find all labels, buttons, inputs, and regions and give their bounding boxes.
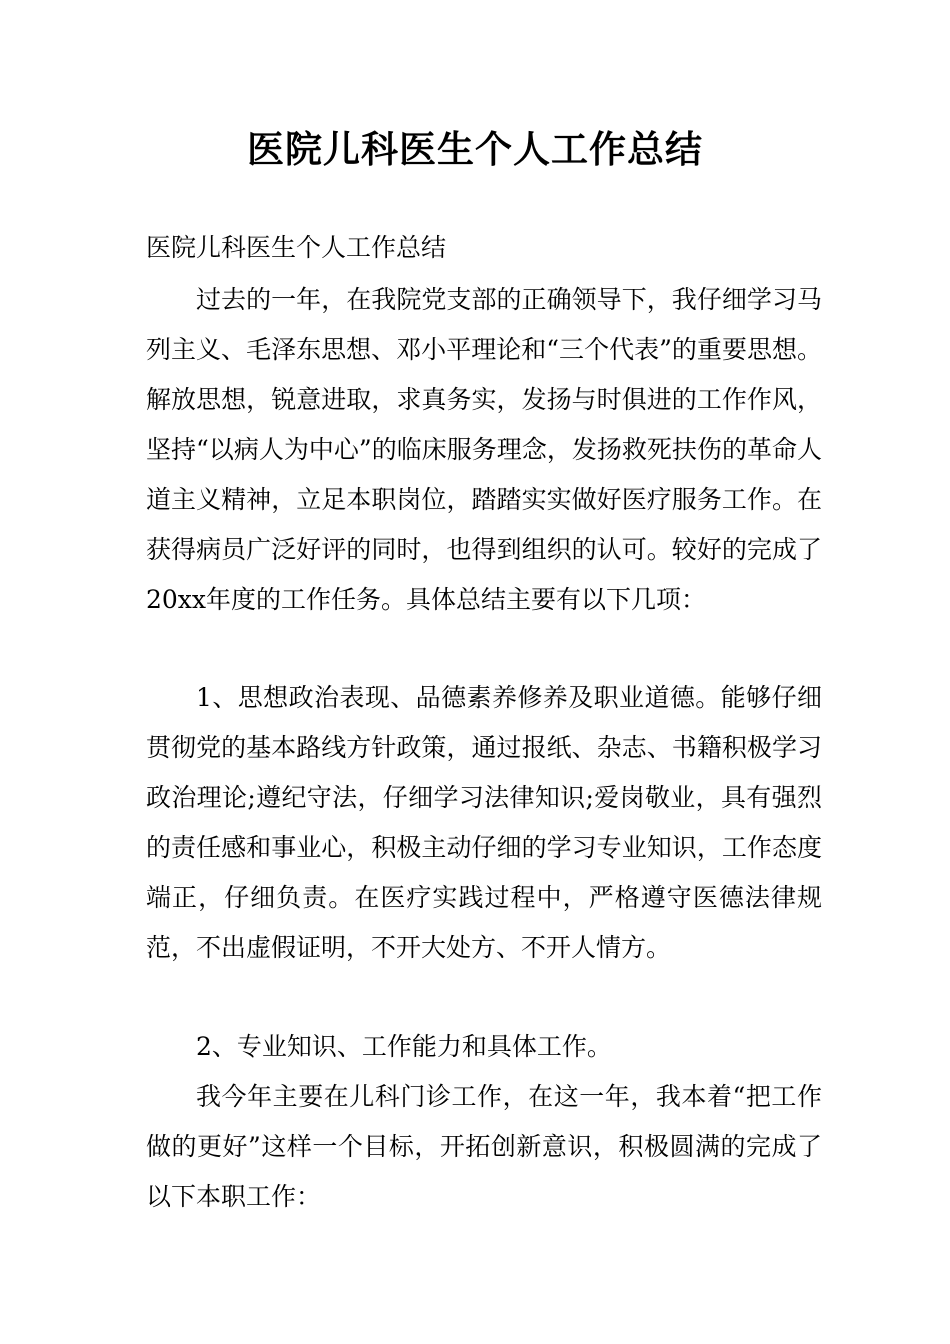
paragraph-intro: 过去的一年，在我院党支部的正确领导下，我仔细学习马列主义、毛泽东思想、邓小平理论和“三个代表”的重要思想。解放思想，锐意进取，求真务实，发扬与时俱进的工作作风，坚持“以病人为中心”的临床服务理念，发扬救死扶伤的革命人道主义精神，立足本职岗位，踏踏实实做好医疗服务工作。在获得病员广泛好评的同时，也得到组织的认可。较好的完成了20xx年度的工作任务。具体总结主要有以下几项： <box>146 285 822 614</box>
document-title: 医院儿科医生个人工作总结 <box>247 128 703 171</box>
paragraph-section-2-body: 我今年主要在儿科门诊工作，在这一年，我本着“把工作做的更好”这样一个目标，开拓创新意识，积极圆满的完成了以下本职工作： <box>146 1082 822 1211</box>
document-subtitle: 医院儿科医生个人工作总结 <box>146 233 447 262</box>
paragraph-section-1: 1、思想政治表现、品德素养修养及职业道德。能够仔细贯彻党的基本路线方针政策，通过报纸、杂志、书籍积极学习政治理论;遵纪守法，仔细学习法律知识;爱岗敬业，具有强烈的责任感和事业心，积极主动仔细的学习专业知识，工作态度端正，仔细负责。在医疗实践过程中，严格遵守医德法律规范，不出虚假证明，不开大处方、不开人情方。 <box>146 683 822 962</box>
paragraph-section-2-heading: 2、专业知识、工作能力和具体工作。 <box>196 1032 612 1061</box>
